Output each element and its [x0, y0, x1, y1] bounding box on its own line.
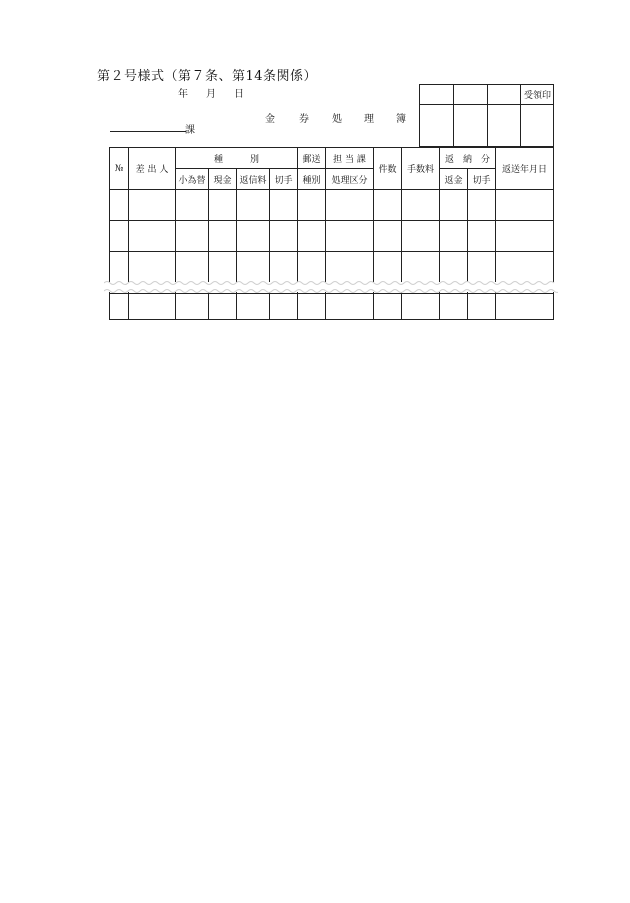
table-cell[interactable]: [402, 294, 440, 320]
stamp-cell[interactable]: [454, 85, 488, 105]
table-cell[interactable]: [209, 294, 237, 320]
stamp-cell[interactable]: [420, 105, 454, 147]
table-cell[interactable]: [110, 294, 129, 320]
stamp-cell[interactable]: [488, 85, 521, 105]
table-break-mark: [104, 280, 558, 294]
return-date-header: 返送年月日: [496, 148, 554, 190]
stamp-cell[interactable]: [488, 105, 521, 147]
table-cell[interactable]: [129, 221, 176, 252]
table-cell[interactable]: [237, 221, 270, 252]
table-cell[interactable]: [129, 190, 176, 221]
no-header: №: [110, 148, 129, 190]
mail-type-header-bottom: 種別: [298, 169, 326, 190]
table-cell[interactable]: [209, 190, 237, 221]
table-cell[interactable]: [326, 294, 374, 320]
table-cell[interactable]: [402, 221, 440, 252]
table-cell[interactable]: [326, 190, 374, 221]
table-cell[interactable]: [496, 190, 554, 221]
date-year-label: 年: [178, 89, 188, 100]
table-cell[interactable]: [270, 190, 298, 221]
table-cell[interactable]: [440, 294, 468, 320]
table-cell[interactable]: [496, 294, 554, 320]
table-cell[interactable]: [298, 294, 326, 320]
ledger-title-char: 金: [265, 114, 275, 125]
table-cell[interactable]: [374, 190, 402, 221]
table-cell[interactable]: [209, 221, 237, 252]
stamps-header: 切手: [270, 169, 298, 190]
form-title: 第２号様式（第７条、第14条関係）: [97, 69, 318, 84]
ledger-title-char: 処: [332, 114, 342, 125]
date-day-label: 日: [234, 89, 244, 100]
count-header: 件数: [374, 148, 402, 190]
table-cell[interactable]: [374, 221, 402, 252]
table-cell[interactable]: [468, 190, 496, 221]
table-cell[interactable]: [468, 221, 496, 252]
table-row: [110, 190, 554, 221]
date-month-label: 月: [206, 89, 216, 100]
table-cell[interactable]: [298, 190, 326, 221]
table-cell[interactable]: [110, 190, 129, 221]
ledger-title-char: 簿: [396, 114, 406, 125]
table-row: [110, 294, 554, 320]
table-cell[interactable]: [176, 190, 209, 221]
table-row: [110, 221, 554, 252]
table-cell[interactable]: [440, 190, 468, 221]
table-cell[interactable]: [298, 221, 326, 252]
sender-header: 差 出 人: [129, 148, 176, 190]
table-cell[interactable]: [270, 294, 298, 320]
postal-order-header: 小為替: [176, 169, 209, 190]
charge-header-bottom: 処理区分: [326, 169, 374, 190]
stamp-cell[interactable]: [454, 105, 488, 147]
table-cell[interactable]: [129, 294, 176, 320]
mail-type-header-top: 郵送: [298, 148, 326, 169]
table-cell[interactable]: [270, 221, 298, 252]
kind-header: 種 別: [176, 148, 298, 169]
table-cell[interactable]: [110, 221, 129, 252]
table-cell[interactable]: [176, 221, 209, 252]
ledger-title-char: 理: [364, 114, 374, 125]
refund-header: 返 納 分: [440, 148, 496, 169]
table-cell[interactable]: [374, 294, 402, 320]
table-cell[interactable]: [176, 294, 209, 320]
table-cell[interactable]: [402, 190, 440, 221]
table-cell[interactable]: [440, 221, 468, 252]
return-postage-header: 返信料: [237, 169, 270, 190]
stamp-box-table: [419, 84, 554, 147]
charge-header-top: 担 当 課: [326, 148, 374, 169]
table-cell[interactable]: [237, 190, 270, 221]
cash-header: 現金: [209, 169, 237, 190]
ledger-table: [109, 147, 554, 320]
table-cell[interactable]: [326, 221, 374, 252]
stamp-cell[interactable]: [521, 105, 554, 147]
stamp-cell[interactable]: [420, 85, 454, 105]
refund-cash-header: 返金: [440, 169, 468, 190]
refund-stamps-header: 切手: [468, 169, 496, 190]
table-cell[interactable]: [496, 221, 554, 252]
ledger-title-char: 券: [299, 114, 309, 125]
department-blank-line[interactable]: [110, 131, 186, 132]
table-cell[interactable]: [237, 294, 270, 320]
fee-header: 手数料: [402, 148, 440, 190]
receipt-stamp-label: 受領印: [521, 85, 554, 105]
table-cell[interactable]: [468, 294, 496, 320]
department-label: 課: [185, 125, 195, 136]
